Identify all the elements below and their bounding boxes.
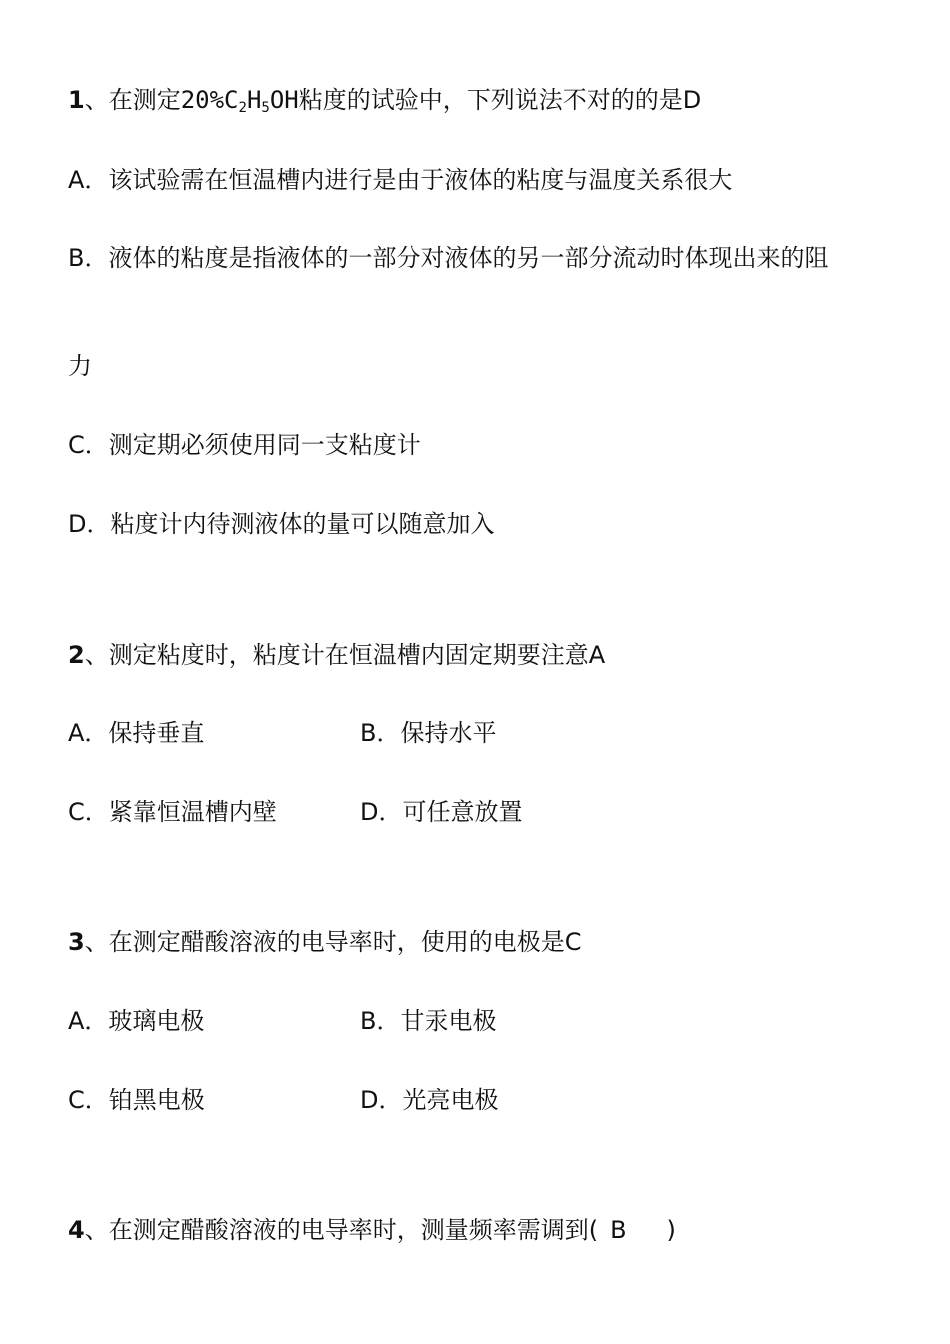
question-1-option-b-line-2: 力 bbox=[68, 352, 92, 380]
formula-part-1: 20%C bbox=[180, 86, 239, 114]
question-3-option-d: D．光亮电极 bbox=[360, 1086, 499, 1114]
question-4-stem bbox=[68, 1213, 676, 1247]
question-2-option-b: B．保持水平 bbox=[360, 719, 497, 747]
question-1-stem bbox=[68, 83, 701, 117]
question-3-separator: 、 bbox=[84, 928, 109, 956]
question-2-option-d: D．可任意放置 bbox=[360, 798, 523, 826]
question-1-answer: D bbox=[682, 86, 702, 114]
question-1-stem-pre: 在测定 bbox=[108, 86, 181, 114]
question-1-option-a: A．该试验需在恒温槽内进行是由于液体的粘度与温度关系很大 bbox=[68, 166, 733, 194]
question-1-separator: 、 bbox=[84, 86, 109, 114]
formula-subscript-2: 5 bbox=[261, 100, 270, 116]
question-4-stem-text: 在测定醋酸溶液的电导率时，测量频率需调到 bbox=[108, 1216, 589, 1244]
question-1-option-c: C．测定期必须使用同一支粘度计 bbox=[68, 431, 421, 459]
question-1-option-b-line-1: B．液体的粘度是指液体的一部分对液体的另一部分流动时体现出来的阻 bbox=[68, 244, 829, 272]
question-2-separator: 、 bbox=[84, 641, 109, 669]
question-3-stem bbox=[68, 925, 581, 959]
formula-part-2: H bbox=[246, 86, 262, 114]
question-2-stem-text: 测定粘度时，粘度计在恒温槽内固定期要注意 bbox=[108, 641, 589, 669]
question-2-answer: A bbox=[588, 641, 606, 669]
question-2-number: 2 bbox=[68, 641, 85, 669]
question-4-answer: B bbox=[610, 1216, 627, 1244]
question-1-formula bbox=[181, 86, 299, 114]
question-4-bracket-close: ) bbox=[666, 1216, 676, 1244]
question-3-option-b: B．甘汞电极 bbox=[360, 1007, 497, 1035]
formula-subscript-1: 2 bbox=[238, 100, 247, 116]
question-3-answer: C bbox=[564, 928, 582, 956]
question-3-option-a: A．玻璃电极 bbox=[68, 1007, 205, 1035]
question-3-option-c: C．铂黑电极 bbox=[68, 1086, 205, 1114]
question-2-option-a: A．保持垂直 bbox=[68, 719, 205, 747]
formula-part-3: OH bbox=[269, 86, 299, 114]
question-1-number: 1 bbox=[68, 86, 85, 114]
question-4-bracket-open: ( bbox=[588, 1216, 599, 1244]
question-2-stem bbox=[68, 638, 605, 672]
question-2-option-c: C．紧靠恒温槽内壁 bbox=[68, 798, 277, 826]
question-3-number: 3 bbox=[68, 928, 85, 956]
question-4-separator: 、 bbox=[84, 1216, 109, 1244]
question-1-option-d: D．粘度计内待测液体的量可以随意加入 bbox=[68, 510, 495, 538]
question-4-number: 4 bbox=[68, 1216, 85, 1244]
question-3-stem-text: 在测定醋酸溶液的电导率时，使用的电极是 bbox=[108, 928, 565, 956]
question-1-stem-post: 粘度的试验中，下列说法不对的的是 bbox=[298, 86, 683, 114]
